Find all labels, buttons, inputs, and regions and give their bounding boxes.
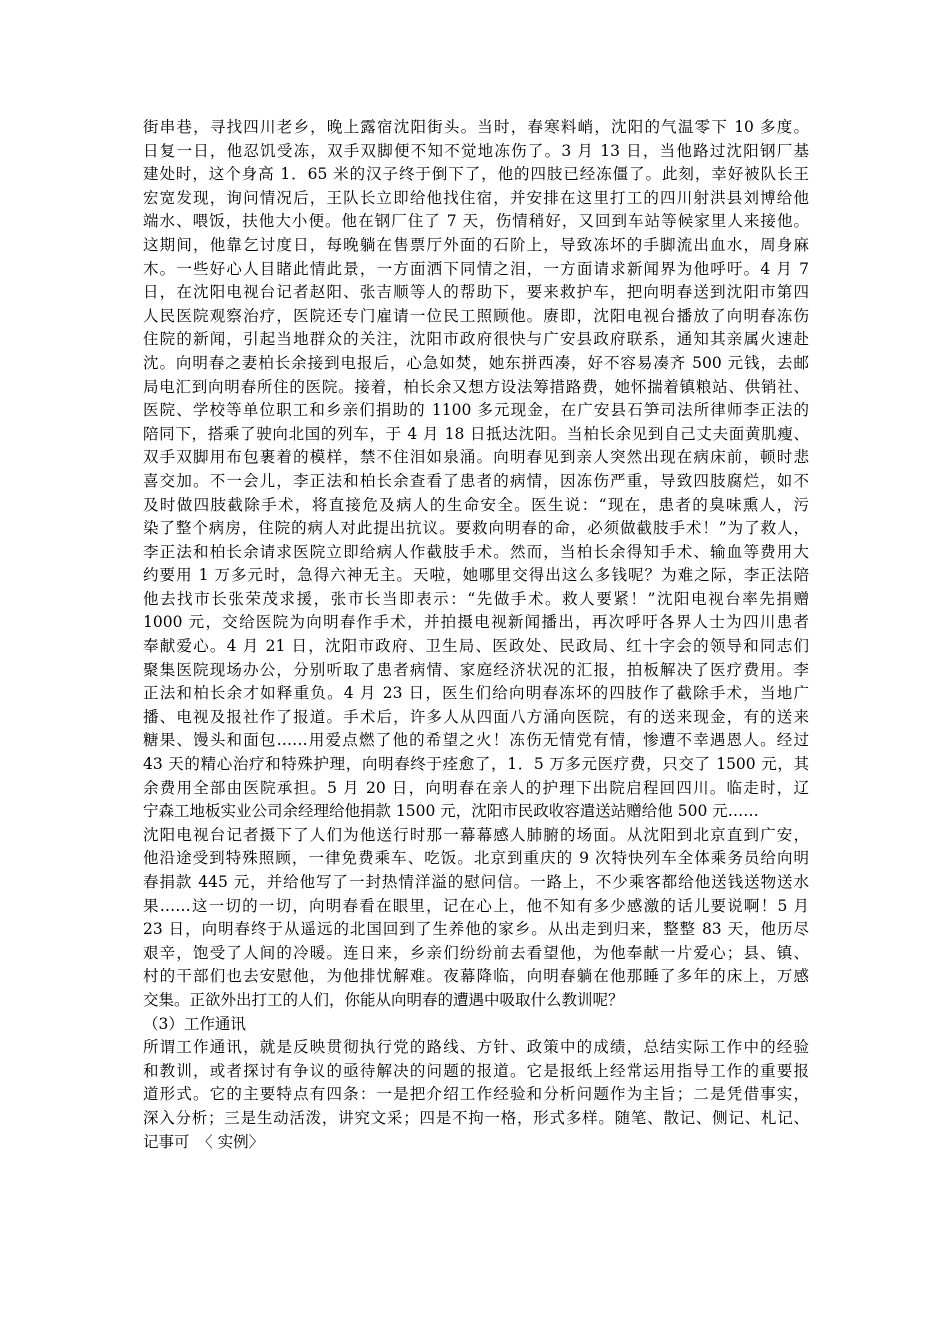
text-line: 所谓工作通讯，就是反映贯彻执行党的路线、方针、政策中的成绩，总结实际工作中的经验 — [143, 1038, 809, 1057]
text-line: 沈。向明春之妻柏长余接到电报后，心急如焚，她东拼西凑，好不容易凑齐 500 元钱，去邮 — [143, 353, 809, 372]
text-line: 春捐款 445 元，并给他写了一封热情洋溢的慰问信。一路上，不少乘客都给他送钱送物送水 — [143, 873, 809, 891]
text-line: 交集。正欲外出打工的人们，你能从向明春的遭遇中吸取什么教训呢？ — [143, 990, 624, 1009]
text-line: 43 天的精心治疗和特殊护理，向明春终于痊愈了，1．5 万多元医疗费，只交了 1500 元，其 — [143, 755, 809, 774]
document-body — [143, 116, 809, 1154]
text-line: 染了整个病房，住院的病人对此提出抗议。要救向明春的命，必须做截肢手术！”为了救人， — [143, 519, 809, 538]
text-line: 糖果、馒头和面包……用爱点燃了他的希望之火！冻伤无情党有情，惨遭不幸遇恩人。经过 — [143, 731, 809, 750]
text-line: 1000 元，交给医院为向明春作手术，并拍摄电视新闻播出，再次呼吁各界人士为四川患者 — [143, 613, 809, 632]
text-line: 记事可 〈 实例〉 — [143, 1132, 265, 1151]
text-line: 日复一日，他忍饥受冻，双手双脚便不知不觉地冻伤了。3 月 13 日，当他路过沈阳钢厂基 — [143, 141, 809, 160]
text-line: 聚集医院现场办公，分别听取了患者病情、家庭经济状况的汇报，拍板解决了医疗费用。李 — [143, 660, 809, 679]
text-line: 建处时，这个身高 1．65 米的汉子终于倒下了，他的四肢已经冻僵了。此刻，幸好被队长王 — [143, 165, 809, 184]
text-line: 播、电视及报社作了报道。手术后，许多人从四面八方涌向医院，有的送来现金，有的送来 — [143, 707, 809, 726]
text-line: 深入分析；三是生动活泼，讲究文采；四是不拘一格，形式多样。随笔、散记、侧记、札记、 — [143, 1108, 809, 1127]
text-line: 日，在沈阳电视台记者赵阳、张吉顺等人的帮助下，要来救护车，把向明春送到沈阳市第四 — [143, 283, 809, 302]
text-line: 约要用 1 万多元时，急得六神无主。天啦，她哪里交得出这么多钱呢？为难之际，李正法陪 — [143, 566, 809, 585]
text-line: 沈阳电视台记者摄下了人们为他送行时那一幕幕感人肺腑的场面。从沈阳到北京直到广安， — [143, 825, 809, 844]
text-line: 宁森工地板实业公司余经理给他捐款 1500 元，沈阳市民政收容遣送站赠给他 500 元…… — [143, 802, 759, 821]
text-line: 街串巷，寻找四川老乡，晚上露宿沈阳街头。当时，春寒料峭，沈阳的气温零下 10 多度。 — [143, 118, 809, 136]
text-line: 余费用全部由医院承担。5 月 20 日，向明春在亲人的护理下出院启程回四川。临走时，辽 — [143, 778, 809, 797]
text-line: 喜交加。不一会儿，李正法和柏长余查看了患者的病情，因冻伤严重，导致四肢腐烂，如不 — [143, 471, 809, 490]
text-line: 奉献爱心。4 月 21 日，沈阳市政府、卫生局、医政处、民政局、红十字会的领导和同志们 — [143, 637, 809, 656]
text-line: 这期间，他靠乞讨度日，每晚躺在售票厅外面的石阶上，导致冻坏的手脚流出血水，周身麻 — [143, 235, 809, 254]
text-line: 他去找市长张荣茂求援，张市长当即表示：“先做手术。救人要紧！”沈阳电视台率先捐赠 — [143, 589, 809, 608]
text-line: 双手双脚用布包裹着的模样，禁不住泪如泉涌。向明春见到亲人突然出现在病床前，顿时悲 — [143, 448, 809, 467]
text-line: 正法和柏长余才如释重负。4 月 23 日，医生们给向明春冻坏的四肢作了截除手术，当地广 — [143, 684, 809, 703]
text-line: 道形式。它的主要特点有四条：一是把介绍工作经验和分析问题作为主旨；二是凭借事实， — [143, 1085, 809, 1104]
text-line: 医院、学校等单位职工和乡亲们捐助的 1100 多元现金，在广安县石笋司法所律师李正法的 — [143, 401, 809, 420]
text-line: 和教训，或者探讨有争议的亟待解决的问题的报道。它是报纸上经常运用指导工作的重要报 — [143, 1061, 809, 1080]
text-line: 果……这一切的一切，向明春看在眼里，记在心上，他不知有多少感激的话儿要说啊！5 月 — [143, 896, 809, 915]
text-line: 陪同下，搭乘了驶向北国的列车，于 4 月 18 日抵达沈阳。当柏长余见到自己丈夫面黄肌瘦、 — [143, 424, 809, 443]
text-line: 23 日，向明春终于从遥远的北国回到了生养他的家乡。从出走到归来，整整 83 天，他历尽 — [143, 920, 809, 939]
text-line: 艰辛，饱受了人间的冷暖。连日来，乡亲们纷纷前去看望他，为他奉献一片爱心；县、镇、 — [143, 943, 809, 962]
text-line: 住院的新闻，引起当地群众的关注，沈阳市政府很快与广安县政府联系，通知其亲属火速赴 — [143, 330, 809, 349]
text-line: 宏宽发现，询问情况后，王队长立即给他找住宿，并安排在这里打工的四川射洪县刘博给他 — [143, 188, 809, 207]
text-line: （3）工作通讯 — [143, 1014, 246, 1033]
text-line: 木。一些好心人目睹此情此景，一方面洒下同情之泪，一方面请求新闻界为他呼吁。4 月 7 — [143, 259, 809, 278]
text-line: 他沿途受到特殊照顾，一律免费乘车、吃饭。北京到重庆的 9 次特快列车全体乘务员给向明 — [143, 849, 809, 868]
text-line: 端水、喂饭，扶他大小便。他在钢厂住了 7 天，伤情稍好，又回到车站等候家里人来接他。 — [143, 212, 809, 231]
text-line: 李正法和柏长余请求医院立即给病人作截肢手术。然而，当柏长余得知手术、输血等费用大 — [143, 542, 809, 561]
text-line: 局电汇到向明春所住的医院。接着，柏长余又想方设法筹措路费，她怀揣着镇粮站、供销社、 — [143, 377, 809, 396]
text-line: 人民医院观察治疗，医院还专门雇请一位民工照顾他。赓即，沈阳电视台播放了向明春冻伤 — [143, 306, 809, 325]
text-line: 村的干部们也去安慰他，为他排忧解难。夜幕降临，向明春躺在他那睡了多年的床上，万感 — [143, 967, 809, 986]
text-line: 及时做四肢截除手术，将直接危及病人的生命安全。医生说：“现在，患者的臭味熏人，污 — [143, 495, 809, 514]
